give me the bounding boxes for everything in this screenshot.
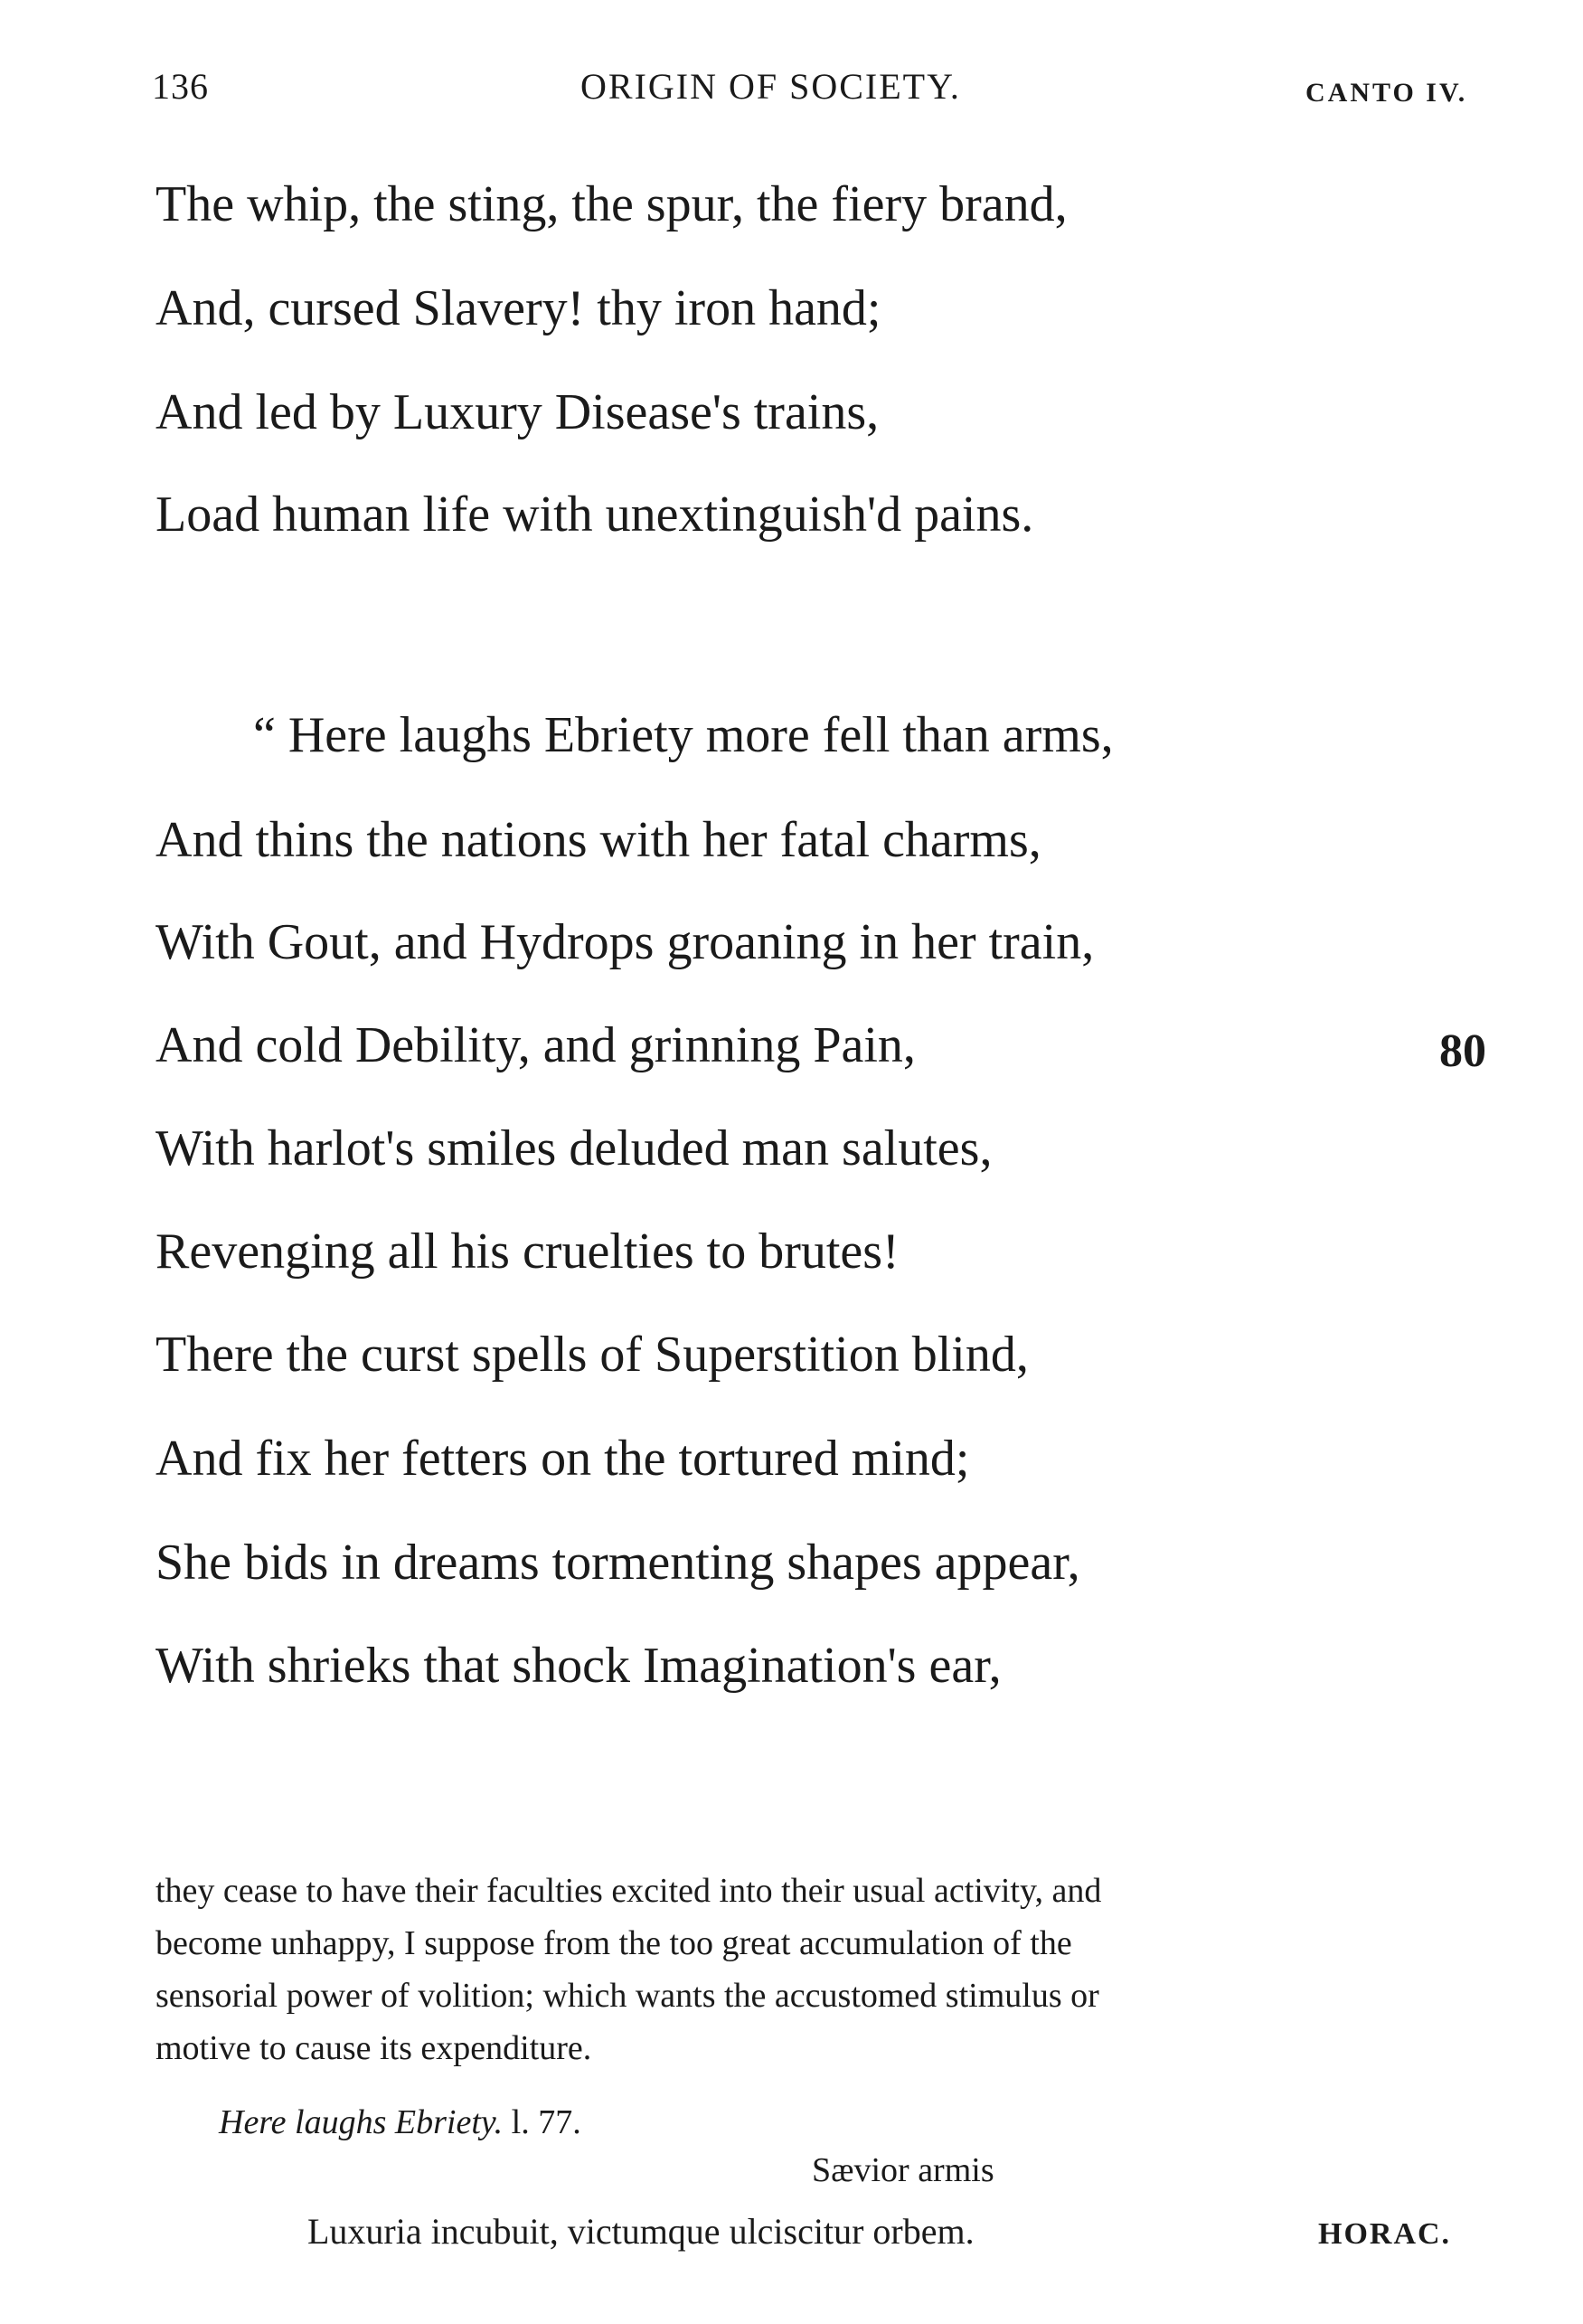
canto-label: CANTO IV. — [1305, 78, 1468, 108]
footnote-line: they cease to have their faculties excited into their usual activity, and — [155, 1872, 1102, 1910]
verse-line: And, cursed Slavery! thy iron hand; — [155, 280, 881, 336]
citation-ref: l. 77. — [511, 2103, 581, 2141]
line-number: 80 — [1439, 1025, 1486, 1077]
verse-line: “ Here laughs Ebriety more fell than arms, — [253, 707, 1114, 763]
latin-quote-line: Luxuria incubuit, victumque ulciscitur orbem. — [307, 2211, 975, 2252]
quote-author: HORAC. — [1318, 2217, 1452, 2251]
verse-line: With Gout, and Hydrops groaning in her train, — [155, 914, 1095, 970]
verse-line: The whip, the sting, the spur, the fiery brand, — [155, 176, 1068, 232]
latin-quote-line: Sævior armis — [812, 2151, 994, 2189]
verse-line: She bids in dreams tormenting shapes appear, — [155, 1535, 1080, 1591]
verse-line: Load human life with unextinguish'd pains. — [155, 487, 1034, 543]
verse-line: And led by Luxury Disease's trains, — [155, 384, 880, 440]
verse-line: There the curst spells of Superstition blind, — [155, 1327, 1029, 1383]
footnote-line: sensorial power of volition; which wants the accustomed stimulus or — [155, 1977, 1099, 2015]
verse-line: With harlot's smiles deluded man salutes, — [155, 1120, 993, 1176]
verse-line: With shrieks that shock Imagination's ear, — [155, 1638, 1002, 1694]
verse-line: And fix her fetters on the tortured mind; — [155, 1431, 970, 1487]
footnote-line: become unhappy, I suppose from the too great accumulation of the — [155, 1924, 1072, 1962]
footnote-line: motive to cause its expenditure. — [155, 2029, 592, 2067]
running-title: ORIGIN OF SOCIETY. — [580, 66, 961, 107]
citation-text: Here laughs Ebriety. — [219, 2103, 504, 2141]
verse-line: And thins the nations with her fatal charms, — [155, 812, 1041, 868]
verse-line: Revenging all his cruelties to brutes! — [155, 1223, 900, 1280]
verse-line: And cold Debility, and grinning Pain, — [155, 1017, 916, 1073]
footnote-citation — [219, 2102, 581, 2142]
page-number: 136 — [152, 66, 209, 107]
